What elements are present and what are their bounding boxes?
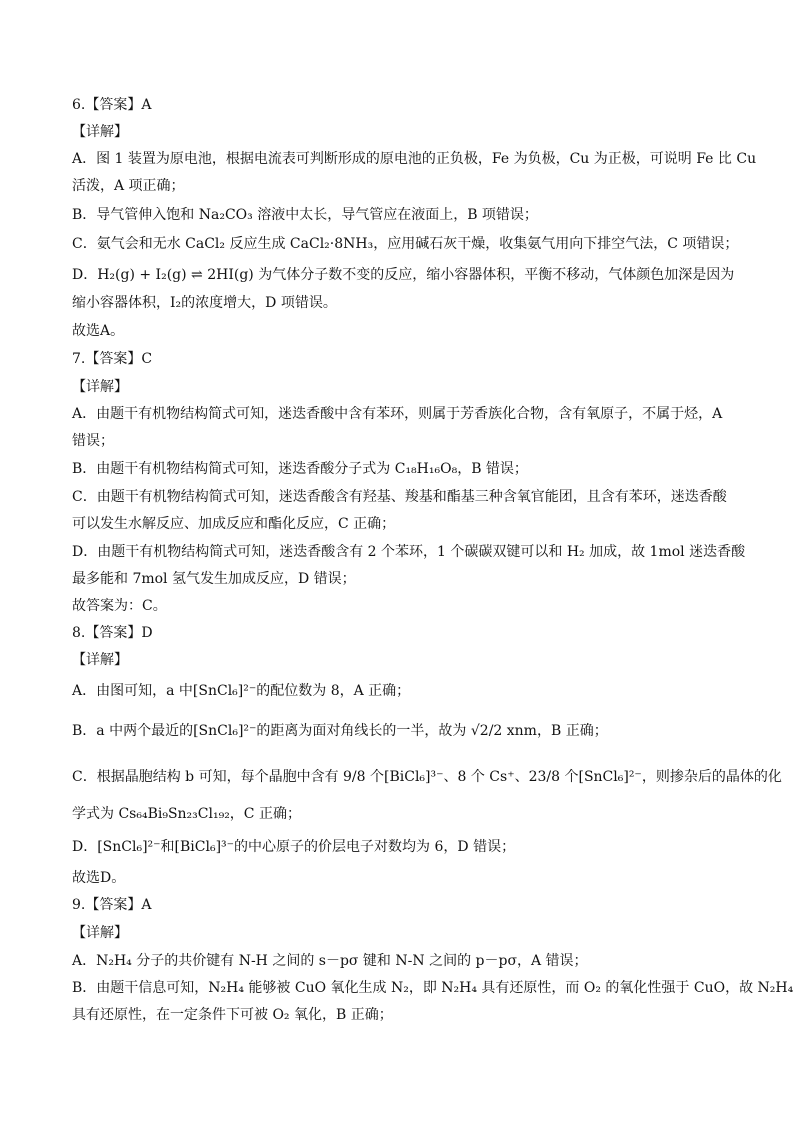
q8-answer: 8.【答案】D <box>72 625 153 641</box>
q6-option-b: B．导气管伸入饱和 Na₂CO₃ 溶液中太长，导气管应在液面上，B 项错误； <box>72 207 538 223</box>
q7-conclusion: 故答案为：C。 <box>72 598 167 614</box>
q9-detail-heading: 【详解】 <box>72 925 128 941</box>
q6-option-d-line2: 缩小容器体积，I₂的浓度增大，D 项错误。 <box>72 295 337 311</box>
q8-option-b: B．a 中两个最近的[SnCl₆]²⁻的距离为面对角线长的一半，故为 √2/2 xnm，B 正确； <box>72 723 608 739</box>
q8-option-c-line2: 学式为 Cs₆₄Bi₉Sn₂₃Cl₁₉₂，C 正确； <box>72 806 301 822</box>
q6-option-a-line1: A．图 1 装置为原电池，根据电流表可判断形成的原电池的正负极，Fe 为负极，Cu 为正极，可说明 Fe 比 Cu <box>72 151 757 167</box>
q9-answer: 9.【答案】A <box>72 897 152 913</box>
q8-option-a: A．由图可知，a 中[SnCl₆]²⁻的配位数为 8，A 正确； <box>72 683 411 699</box>
q6-option-a-line2: 活泼，A 项正确； <box>72 178 185 194</box>
q9-option-a: A．N₂H₄ 分子的共价键有 N-H 之间的 s－pσ 键和 N-N 之间的 p－pσ，A 错误； <box>72 953 588 969</box>
q9-option-b-line2: 具有还原性，在一定条件下可被 O₂ 氧化，B 正确； <box>72 1007 393 1023</box>
q8-option-c-line1: C．根据晶胞结构 b 可知，每个晶胞中含有 9/8 个[BiCl₆]³⁻、8 个 Cs⁺、23/8 个[SnCl₆]²⁻，则掺杂后的晶体的化 <box>72 769 782 785</box>
q7-option-c-line1: C．由题干有机物结构简式可知，迷迭香酸含有羟基、羧基和酯基三种含氧官能团，且含有苯环，迷迭香酸 <box>72 489 727 505</box>
q6-conclusion: 故选A。 <box>72 323 125 339</box>
q8-detail-heading: 【详解】 <box>72 652 128 668</box>
q7-option-c-line2: 可以发生水解反应、加成反应和酯化反应，C 正确； <box>72 516 396 532</box>
q7-detail-heading: 【详解】 <box>72 379 128 395</box>
q7-answer: 7.【答案】C <box>72 351 153 367</box>
q7-option-a-line1: A．由题干有机物结构简式可知，迷迭香酸中含有苯环，则属于芳香族化合物，含有氧原子，不属于烃，A <box>72 406 723 422</box>
q6-detail-heading: 【详解】 <box>72 124 128 140</box>
q7-option-d-line2: 最多能和 7mol 氢气发生加成反应，D 错误； <box>72 571 356 587</box>
q8-option-d: D．[SnCl₆]²⁻和[BiCl₆]³⁻的中心原子的价层电子对数均为 6，D 错误； <box>72 839 516 855</box>
q6-option-c: C．氨气会和无水 CaCl₂ 反应生成 CaCl₂·8NH₃，应用碱石灰干燥，收集氨气用向下排空气法，C 项错误； <box>72 236 739 252</box>
q7-option-a-line2: 错误； <box>72 433 114 449</box>
q7-option-d-line1: D．由题干有机物结构简式可知，迷迭香酸含有 2 个苯环，1 个碳碳双键可以和 H₂ 加成，故 1mol 迷迭香酸 <box>72 544 746 560</box>
q6-answer: 6.【答案】A <box>72 97 152 113</box>
q8-conclusion: 故选D。 <box>72 870 126 886</box>
q7-option-b: B．由题干有机物结构简式可知，迷迭香酸分子式为 C₁₈H₁₆O₈，B 错误； <box>72 461 528 477</box>
q9-option-b-line1: B．由题干信息可知，N₂H₄ 能够被 CuO 氧化生成 N₂，即 N₂H₄ 具有还原性，而 O₂ 的氧化性强于 CuO，故 N₂H₄ <box>72 980 794 996</box>
q6-option-d-line1: D．H₂(g) + I₂(g) ⇌ 2HI(g) 为气体分子数不变的反应，缩小容器体积，平衡不移动，气体颜色加深是因为 <box>72 267 735 283</box>
